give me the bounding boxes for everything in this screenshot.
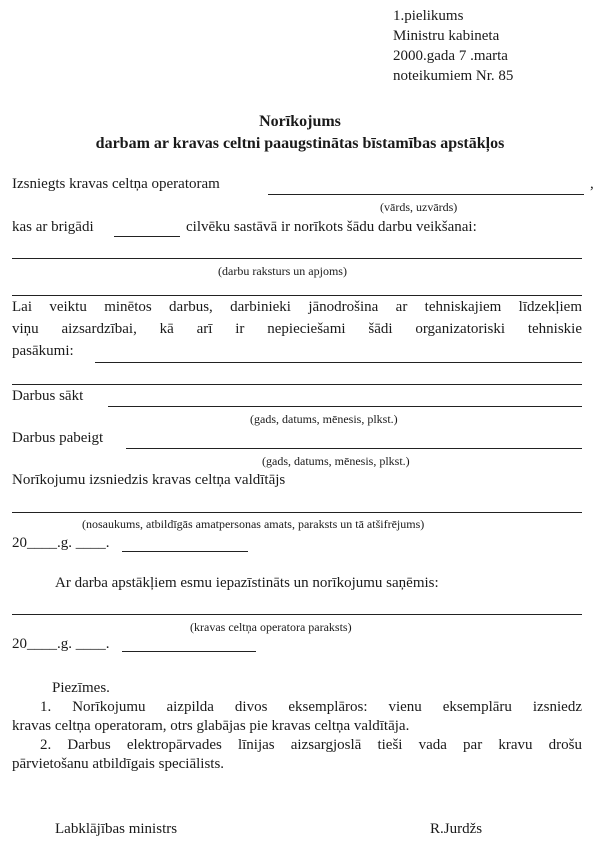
safety-text-line1: Lai veiktu minētos darbus, darbinieki jānodrošina ar tehniskajiem līdzekļiem — [12, 299, 582, 315]
regulation-number: noteikumiem Nr. 85 — [393, 68, 514, 84]
start-caption: (gads, datums, mēnesis, plkst.) — [250, 412, 398, 426]
brigade-suffix: cilvēku sastāvā ir norīkots šādu darbu veikšanai: — [186, 219, 477, 235]
start-label: Darbus sākt — [12, 388, 84, 404]
cabinet-name: Ministru kabineta — [393, 28, 500, 44]
minister-title: Labklājības ministrs — [55, 821, 178, 837]
note2-line1: 2. Darbus elektropārvades līnijas aizsargjoslā tieši vada par kravu drošu — [40, 737, 582, 753]
issued-to-comma: , — [590, 176, 594, 192]
operator-signature-field[interactable] — [12, 614, 582, 615]
acknowledge-text: Ar darba apstākļiem esmu iepazīstināts un norīkojumu saņēmis: — [55, 575, 439, 591]
work-caption: (darbu raksturs un apjoms) — [218, 264, 347, 278]
operator-name-field[interactable] — [268, 194, 584, 195]
name-caption: (vārds, uzvārds) — [380, 200, 458, 214]
document-title: Norīkojums — [259, 113, 341, 130]
acknowledge-date-month-field[interactable] — [122, 651, 256, 652]
notes-heading: Piezīmes. — [52, 680, 110, 696]
issuer-label: Norīkojumu izsniedzis kravas celtņa valdītājs — [12, 472, 286, 488]
issue-date: 20____.g. ____. — [12, 535, 110, 551]
note1-line1: 1. Norīkojumu aizpilda divos eksemplāros: vienu eksemplāru izsniedz — [40, 699, 582, 715]
issuer-signature-field[interactable] — [12, 512, 582, 513]
document-subtitle: darbam ar kravas celtni paaugstinātas bīstamības apstākļos — [95, 135, 505, 152]
issuer-caption: (nosaukums, atbildīgās amatpersonas amats, paraksts un tā atšifrējums) — [82, 517, 425, 531]
work-description-field-2[interactable] — [12, 295, 582, 296]
end-date-field[interactable] — [126, 448, 582, 449]
start-date-field[interactable] — [108, 406, 582, 407]
safety-text-line3: pasākumi: — [12, 343, 74, 359]
issue-date-month-field[interactable] — [122, 551, 248, 552]
acknowledge-date: 20____.g. ____. — [12, 636, 110, 652]
work-description-field[interactable] — [12, 258, 582, 259]
brigade-prefix: kas ar brigādi — [12, 219, 94, 235]
safety-text-line2: viņu aizsardzībai, kā arī ir nepieciešami šādi organizatoriski tehniskie — [12, 321, 582, 337]
appendix-number: 1.pielikums — [393, 8, 464, 24]
note1-line2: kravas celtņa operatoram, otrs glabājas pie kravas celtņa valdītāja. — [12, 718, 410, 734]
measures-field[interactable] — [95, 362, 582, 363]
measures-field-2[interactable] — [12, 384, 582, 385]
end-label: Darbus pabeigt — [12, 430, 104, 446]
brigade-size-field[interactable] — [114, 236, 180, 237]
issued-to-label: Izsniegts kravas celtņa operatoram — [12, 176, 220, 192]
operator-sign-caption: (kravas celtņa operatora paraksts) — [190, 620, 352, 634]
regulation-date: 2000.gada 7 .marta — [393, 48, 508, 64]
appendix-header — [393, 6, 513, 86]
note2-line2: pārvietošanu atbildīgais speciālists. — [12, 756, 225, 772]
end-caption: (gads, datums, mēnesis, plkst.) — [262, 454, 410, 468]
minister-name: R.Jurdžs — [430, 821, 483, 837]
